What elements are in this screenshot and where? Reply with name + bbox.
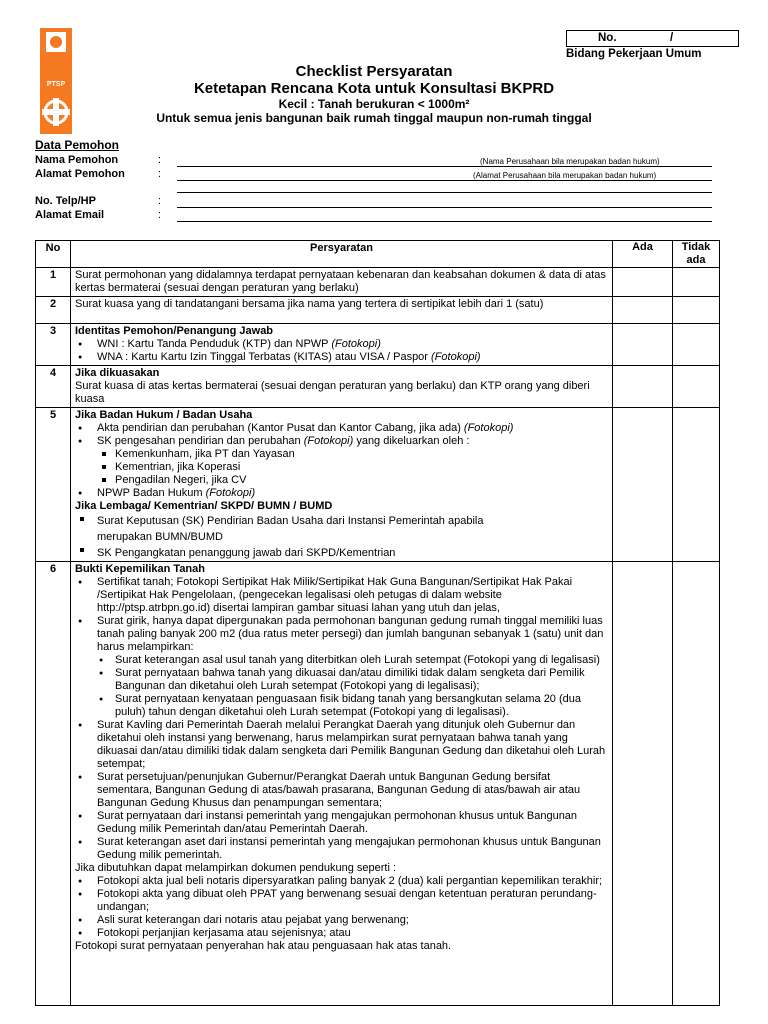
list-item: ● Surat keterangan aset dari instansi pemerintah yang mengajukan permohonan khusus untuk Bangunan Gedung milik pemerintah. xyxy=(75,836,608,862)
size-label: Kecil : Tanah berukuran < 1000m² xyxy=(278,97,470,111)
row-number: 4 xyxy=(36,366,71,408)
table-row xyxy=(36,324,720,366)
list-subitem: Kementrian, jika Koperasi xyxy=(75,461,608,474)
colon: : xyxy=(158,168,162,180)
list-item xyxy=(75,338,608,351)
requirement-title: Bukti Kepemilikan Tanah xyxy=(75,563,205,575)
ada-checkbox[interactable] xyxy=(613,268,673,297)
list-subitem: Kemenkunham, jika PT dan Yayasan xyxy=(75,448,608,461)
list-item-cont: merupakan BUMN/BUMD xyxy=(97,531,223,543)
requirement-text: Surat kuasa di atas kertas bermaterai (sesuai dengan peraturan yang berlaku) dan KTP orang yang diberi kuasa xyxy=(75,380,590,405)
list-subitem: ● Surat pernyataan bahwa tanah yang dikuasai dan/atau dimiliki tidak dalam sengketa dari Pemilik Bangunan dan diketahui oleh Lurah setempat (Fotokopi yang di legalisasi); xyxy=(75,667,608,693)
row-number: 3 xyxy=(36,324,71,366)
colon: : xyxy=(158,154,162,166)
list-item: ● Surat persetujuan/penunjukan Gubernur/Perangkat Daerah untuk Bangunan Gedung bersifat sementara, Bangunan Gedung di atas/bawah prasarana, Bangunan Gedung di atas/bawah air atau Bangunan Gedung Khusus dan penampungan sementara; xyxy=(75,771,608,810)
list-item xyxy=(75,487,608,500)
list-item xyxy=(75,422,608,435)
requirement-title: Jika dikuasakan xyxy=(75,367,160,379)
item-note: (Fotokopi) xyxy=(331,338,381,350)
row-number: 1 xyxy=(36,268,71,297)
list-item: ● Surat Kavling dari Pemerintah Daerah melalui Perangkat Daerah yang ditunjuk oleh Gubernur dan diketahui oleh instansi yang berwenang, harus melampirkan surat pernyataan bahwa tanah yang dikuasai dan/atau dimiliki tidak dalam sengketa dari Pemilik Bangunan Gedung dan diketahui oleh Lurah setempat; xyxy=(75,719,608,771)
ada-checkbox[interactable] xyxy=(613,562,673,1006)
table-row xyxy=(36,562,720,1006)
scope-label: Untuk semua jenis bangunan baik rumah tinggal maupun non-rumah tinggal xyxy=(156,111,592,125)
requirement-text: Surat kuasa yang di tandatangani bersama jika nama yang tertera di sertipikat lebih dari 1 (satu) xyxy=(71,297,613,324)
list-subitem: Pengadilan Negeri, jika CV xyxy=(75,474,608,487)
item-note: (Fotokopi) xyxy=(463,422,514,434)
item-text: NPWP Badan Hukum xyxy=(97,487,206,499)
row-number: 5 xyxy=(36,408,71,562)
list-item xyxy=(75,351,608,364)
requirement-text: Surat permohonan yang didalamnya terdapat pernyataan kebenaran dan keabsahan dokumen & data di atas kertas bermaterai (sesuai dengan peraturan yang berlaku) xyxy=(71,268,613,297)
item-text: WNI : Kartu Tanda Penduduk (KTP) dan NPWP xyxy=(97,338,332,350)
page-title: Checklist Persyaratan xyxy=(295,63,453,80)
ada-checkbox[interactable] xyxy=(613,408,673,562)
table-row xyxy=(36,366,720,408)
list-item: ● Sertifikat tanah; Fotokopi Sertipikat Hak Milik/Sertipikat Hak Guna Bangunan/Sertipikat Hak Pakai /Sertipikat Hak Pengelolaan, (pengecekan legalisasi oleh petugas di dalam website http://ptsp.atrbpn.go.id) disertai lampiran gambar situasi lahan yang utuh dan jelas, xyxy=(75,576,608,615)
checklist-table xyxy=(35,240,720,1006)
item-note: (Fotokopi) xyxy=(205,487,256,499)
number-slash: / xyxy=(670,32,674,44)
header-no: No xyxy=(36,241,71,268)
list-subitem: ● Surat keterangan asal usul tanah yang diterbitkan oleh Lurah setempat (Fotokopi yang di legalisasi) xyxy=(75,654,608,667)
email-field[interactable] xyxy=(177,221,712,222)
alamat-field-line2[interactable] xyxy=(177,192,712,193)
alamat-hint: (Alamat Perusahaan bila merupakan badan hukum) xyxy=(473,171,657,180)
ada-checkbox[interactable] xyxy=(613,366,673,408)
nama-hint: (Nama Perusahaan bila merupakan badan hukum) xyxy=(480,157,660,166)
list-item: ● Surat pernyataan dari instansi pemerintah yang mengajukan permohonan khusus untuk Bangunan Gedung milik Pemerintah dan/atau Pemerintah Daerah. xyxy=(75,810,608,836)
nama-field[interactable] xyxy=(177,166,712,167)
item-text: WNA : Kartu Kartu Izin Tinggal Terbatas (KITAS) atau VISA / Paspor xyxy=(97,351,432,363)
requirement-text: Fotokopi surat pernyataan penyerahan hak atau penguasaan hak atas tanah. xyxy=(75,940,452,952)
colon: : xyxy=(158,195,162,207)
number-label: No. xyxy=(598,32,617,44)
requirement-title: Jika Badan Hukum / Badan Usaha xyxy=(75,409,253,421)
list-item: Surat Keputusan (SK) Pendirian Badan Usaha dari Instansi Pemerintah apabila xyxy=(75,513,608,528)
list-item: SK Pengangkatan penanggung jawab dari SKPD/Kementrian xyxy=(75,544,608,560)
tidak-ada-checkbox[interactable] xyxy=(673,408,720,562)
row-number: 6 xyxy=(36,562,71,1006)
ada-checkbox[interactable] xyxy=(613,324,673,366)
list-item: ● Fotokopi akta jual beli notaris dipersyaratkan paling banyak 2 (dua) kali pergantian kepemilikan terakhir; xyxy=(75,875,608,888)
row-number: 2 xyxy=(36,297,71,324)
item-text: Akta pendirian dan perubahan (Kantor Pusat dan Kantor Cabang, jika ada) xyxy=(97,422,464,434)
tidak-ada-checkbox[interactable] xyxy=(673,366,720,408)
list-item: ● Surat girik, hanya dapat dipergunakan pada permohonan bangunan gedung rumah tinggal memiliki luas tanah paling banyak 200 m2 (dua ratus meter persegi) dan jumlah bangunan sebanyak 1 (satu) unit dan harus melampirkan: xyxy=(75,615,608,654)
header-tidak-ada: Tidak ada xyxy=(673,241,720,268)
colon: : xyxy=(158,209,162,221)
list-item: ● Fotokopi perjanjian kerjasama atau sejenisnya; atau xyxy=(75,927,608,940)
list-subitem: ● Surat pernyataan kenyataan penguasaan fisik bidang tanah yang bersangkutan selama 20 (dua puluh) tahun dengan diketahui oleh Lurah setempat (Fotokopi yang di legalisasi). xyxy=(75,693,608,719)
list-item xyxy=(75,435,608,448)
item-note: (Fotokopi) xyxy=(431,351,481,363)
table-header-row xyxy=(36,241,720,268)
item-text: yang dikeluarkan oleh : xyxy=(353,435,470,447)
table-row xyxy=(36,297,720,324)
list-item: ● Asli surat keterangan dari notaris atau pejabat yang berwenang; xyxy=(75,914,608,927)
requirement-title: Identitas Pemohon/Penangung Jawab xyxy=(75,325,274,337)
requirement-cell xyxy=(71,562,613,1006)
telp-field[interactable] xyxy=(177,207,712,208)
data-pemohon-heading: Data Pemohon xyxy=(35,138,120,152)
number-box xyxy=(566,30,739,47)
header-ada: Ada xyxy=(613,241,673,268)
nama-label: Nama Pemohon xyxy=(35,154,119,166)
header-persyaratan: Persyaratan xyxy=(71,241,613,268)
item-note: (Fotokopi) xyxy=(303,435,354,447)
bidang-label: Bidang Pekerjaan Umum xyxy=(566,48,702,60)
alamat-label: Alamat Pemohon xyxy=(35,168,125,180)
logo-text: PTSP xyxy=(46,81,66,88)
alamat-field[interactable] xyxy=(177,180,712,181)
tidak-ada-checkbox[interactable] xyxy=(673,268,720,297)
ada-checkbox[interactable] xyxy=(613,297,673,324)
requirement-cell xyxy=(71,324,613,366)
page-subtitle: Ketetapan Rencana Kota untuk Konsultasi BKPRD xyxy=(193,80,555,97)
table-row xyxy=(36,408,720,562)
requirement-cell xyxy=(71,366,613,408)
list-item: ● Fotokopi akta yang dibuat oleh PPAT yang berwenang sesuai dengan ketentuan peraturan perundang-undangan; xyxy=(75,888,608,914)
tidak-ada-checkbox[interactable] xyxy=(673,297,720,324)
email-label: Alamat Email xyxy=(35,209,105,221)
table-row xyxy=(36,268,720,297)
tidak-ada-checkbox[interactable] xyxy=(673,562,720,1006)
requirement-subtitle: Jika Lembaga/ Kementrian/ SKPD/ BUMN / BUMD xyxy=(75,500,333,512)
item-text: SK pengesahan pendirian dan perubahan xyxy=(97,435,304,447)
requirement-cell xyxy=(71,408,613,562)
telp-label: No. Telp/HP xyxy=(35,195,96,207)
tidak-ada-checkbox[interactable] xyxy=(673,324,720,366)
requirement-text: Jika dibutuhkan dapat melampirkan dokumen pendukung seperti : xyxy=(75,862,397,874)
